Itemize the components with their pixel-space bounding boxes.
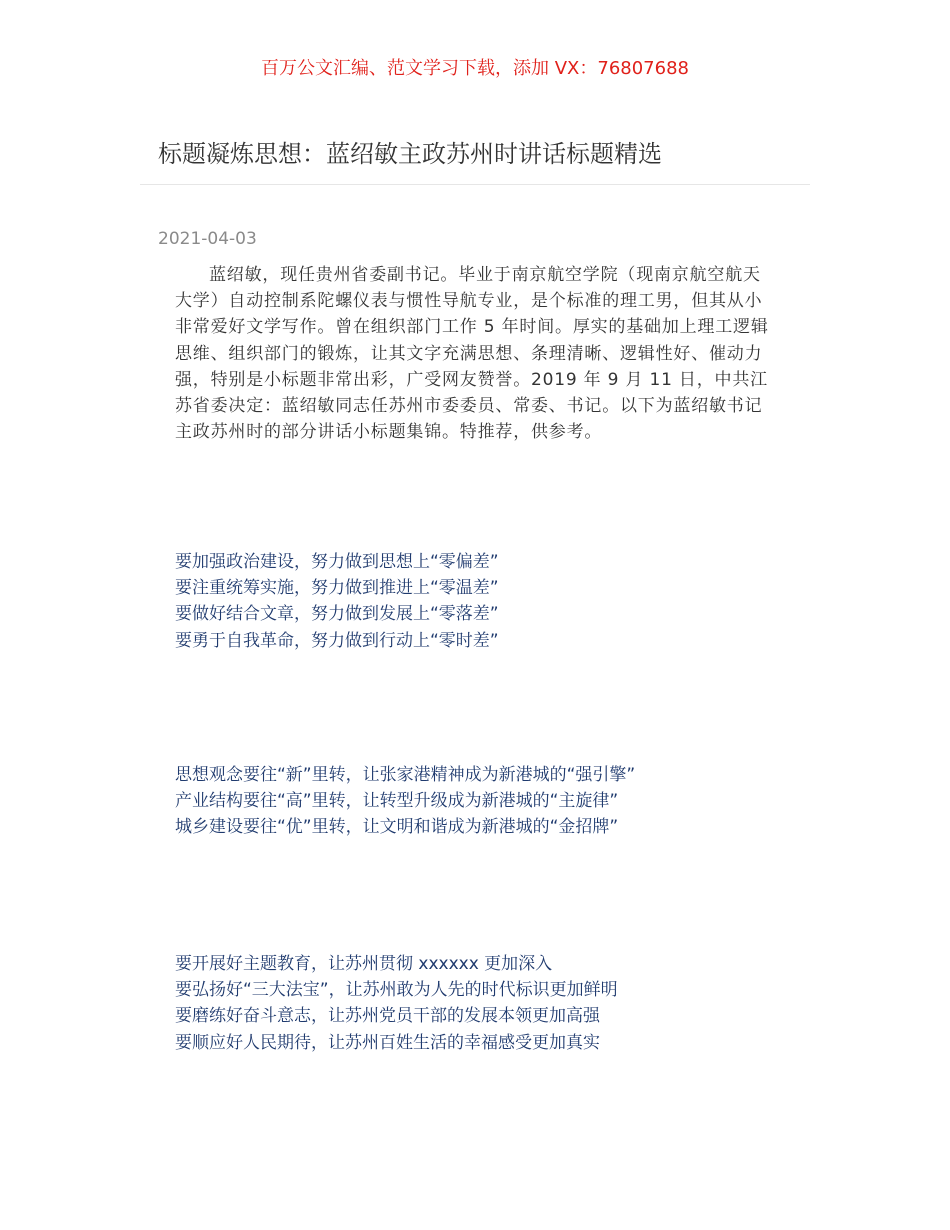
article-title: 标题凝炼思想：蓝绍敏主政苏州时讲话标题精选 (158, 140, 662, 168)
article-intro: 蓝绍敏，现任贵州省委副书记。毕业于南京航空学院（现南京航空航天大学）自动控制系陀螺仪表与惯性导航专业，是个标准的理工男，但其从小非常爱好文学写作。曾在组织部门工作 5 年时间。厚实的基础加上理工逻辑思维、组织部门的锻炼，让其文字充满思想、条理清晰、逻辑性好、催动力强，特别是小标题非常出彩，广受网友赞誉。2019 年 9 月 11 日，中共江苏省委决定：蓝绍敏同志任苏州市委委员、常委、书记。以下为蓝绍敏书记主政苏州时的部分讲话小标题集锦。特推荐，供参考。 (175, 265, 769, 443)
heading-line: 要加强政治建设，努力做到思想上“零偏差” (175, 552, 499, 572)
heading-line: 产业结构要往“高”里转，让转型升级成为新港城的“主旋律” (175, 791, 619, 812)
heading-line: 要做好结合文章，努力做到发展上“零落差” (175, 604, 499, 625)
heading-line: 要弘扬好“三大法宝”，让苏州敢为人先的时代标识更加鲜明 (175, 980, 618, 1001)
heading-line: 要顺应好人民期待，让苏州百姓生活的幸福感受更加真实 (175, 1032, 600, 1053)
heading-line: 要注重统筹实施，努力做到推进上“零温差” (175, 578, 499, 599)
article-date: 2021-04-03 (158, 229, 257, 249)
heading-group-3 (175, 951, 795, 1056)
heading-line: 要勇于自我革命，努力做到行动上“零时差” (175, 630, 499, 651)
title-divider (140, 184, 810, 185)
heading-line: 要磨练好奋斗意志，让苏州党员干部的发展本领更加高强 (175, 1006, 600, 1027)
heading-line: 思想观念要往“新”里转，让张家港精神成为新港城的“强引擎” (175, 765, 636, 785)
heading-line: 城乡建设要往“优”里转，让文明和谐成为新港城的“金招牌” (175, 817, 619, 838)
heading-group-1 (175, 549, 795, 654)
promo-banner: 百万公文汇编、范文学习下载，添加 VX：76807688 (261, 58, 689, 79)
heading-line: 要开展好主题教育，让苏州贯彻 xxxxxx 更加深入 (175, 954, 553, 974)
heading-group-2 (175, 762, 795, 841)
